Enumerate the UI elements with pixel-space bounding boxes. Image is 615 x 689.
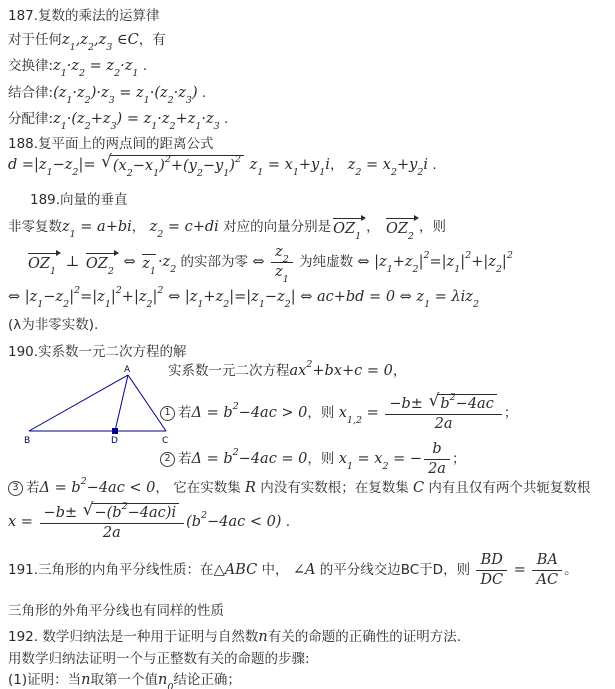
math-run: △ABC: [213, 562, 258, 579]
sec192-steps-intro: [8, 651, 310, 668]
math-run: 2a: [102, 524, 121, 541]
math-run: x =: [8, 514, 38, 531]
math-run: $OZ_1$: [333, 221, 362, 242]
math-run: $OZ_2$: [385, 221, 414, 242]
text-run: ；: [503, 404, 518, 421]
text-run: .: [219, 110, 229, 127]
math-run: $\Delta = b^2-4ac = 0$: [191, 447, 308, 468]
text-run: ，: [392, 362, 407, 379]
text-run: ，: [131, 218, 150, 235]
label-A: A: [124, 365, 131, 375]
text-run: ，则: [307, 450, 339, 467]
sec190-case2: [160, 441, 465, 477]
text-run: 若: [178, 450, 192, 467]
math-run: $n_0$: [157, 672, 174, 689]
fraction: [40, 499, 185, 541]
text-run: 187.复数的乘法的运算律: [8, 8, 160, 24]
math-run: $z_1 = x_1+y_1i$: [245, 157, 330, 178]
text-run: ；: [451, 450, 466, 467]
text-run: 分配律:: [8, 110, 54, 127]
label-C: C: [162, 436, 169, 446]
sec187-commutative: [8, 57, 147, 79]
text-run: .: [138, 57, 147, 74]
circled-number: 2: [160, 452, 175, 467]
text-run: (λ为非零实数).: [8, 317, 99, 333]
math-run: $x_{1,2}$ =: [338, 405, 384, 426]
math-run: =: [509, 562, 531, 579]
math-run: $d =|z_1-z_2|=$: [8, 157, 101, 178]
math-run: ∠A: [292, 562, 316, 579]
text-run: 交换律:: [8, 57, 54, 74]
math-run: AC: [536, 571, 559, 588]
sec190-title: [8, 344, 187, 361]
text-run: 若: [26, 479, 40, 496]
math-run: $b^2-4ac$: [440, 392, 494, 412]
math-run: ⇔: [252, 254, 270, 271]
sec187-associative: [8, 84, 207, 106]
math-run: C: [413, 480, 425, 496]
text-run: 结合律:: [8, 84, 54, 101]
math-run: $z_1$: [142, 255, 156, 277]
math-run: $(z_1\cdot z_2)\cdot z_3 = z_1\cdot(z_2\cdot z_3)$: [53, 85, 198, 106]
text-run: 若: [178, 404, 192, 421]
text-run: 对于任何: [8, 31, 62, 48]
math-run: DC: [480, 571, 504, 588]
math-run: $z_1\cdot(z_2+z_3) = z_1\cdot z_2+z_1\cdot z_3$: [53, 111, 220, 132]
fraction-numerator: [271, 244, 293, 263]
radicand: [110, 154, 244, 179]
sec189-setup: [8, 216, 446, 242]
text-run: ，则: [418, 218, 446, 235]
math-run: $(x_2-x_1)^2+(y_2-y_1)^2$: [112, 154, 242, 179]
math-run: BA: [536, 552, 558, 568]
text-run: 对应的向量分别是: [218, 218, 332, 235]
math-run: n: [258, 629, 268, 645]
math-run: $\Delta = b^2-4ac < 0$: [39, 476, 156, 496]
sec190-complex-roots: [8, 499, 291, 541]
label-D: D: [111, 436, 118, 446]
math-run: ⇔ $|z_1+z_2|^2=|z_1|^2+|z_2|^2$: [357, 250, 513, 275]
text-run: 188.复平面上的两点间的距离公式: [8, 136, 214, 152]
vector-arrow-icon: [384, 216, 419, 242]
fraction: [476, 552, 507, 588]
circled-number: 3: [8, 481, 23, 496]
math-run: $(b^2-4ac < 0)$: [186, 510, 282, 531]
math-run: $ax^2+bx+c = 0$: [289, 359, 393, 379]
math-run: $z_2$: [275, 244, 289, 265]
text-run: 有关的命题的正确性的证明方法.: [267, 628, 461, 645]
text-run: 189.向量的垂直: [30, 192, 128, 208]
text-run: .: [197, 84, 207, 101]
radical-icon: √: [428, 390, 440, 410]
sec190-equation-intro: [168, 359, 407, 380]
square-root: [428, 390, 497, 413]
radicand: [437, 394, 496, 413]
vector-arrow-icon: [26, 251, 61, 277]
text-run: 用数学归纳法证明一个与正整数有关的命题的步骤:: [8, 651, 310, 667]
text-run: 的实部为零: [176, 253, 253, 270]
fraction-denominator: [271, 263, 293, 285]
fraction: [424, 441, 450, 477]
text-run: 实系数一元二次方程: [168, 362, 290, 379]
text-run: 非零复数: [8, 218, 62, 235]
text-run: ， 它在实数集: [155, 479, 245, 496]
math-run: 2a: [434, 415, 453, 432]
text-run: 中，: [257, 561, 293, 578]
text-run: 三角形的外角平分线也有同样的性质: [8, 603, 224, 619]
sec187-title: [8, 8, 160, 25]
math-run: ⇔: [118, 254, 141, 271]
point-D-dot: [112, 428, 118, 434]
fraction-numerator: [424, 441, 450, 460]
math-run: BD: [480, 552, 503, 568]
math-run: −b±: [43, 505, 82, 521]
sec189-equivalence-2: [8, 285, 479, 310]
text-run: 结论正确；: [173, 671, 241, 688]
sec190-case3: [8, 476, 591, 497]
math-run: ⊥: [61, 254, 84, 271]
fraction: [385, 390, 501, 432]
text-run: 内有且仅有两个共轭复数根: [424, 479, 591, 496]
text-run: ，则: [307, 404, 339, 421]
vector-arrow-icon: [331, 216, 366, 242]
conjugate-overline: [140, 252, 158, 277]
label-B: B: [24, 436, 31, 446]
sec189-equivalence-1: [26, 244, 513, 285]
text-run: 。: [564, 561, 578, 578]
math-run: b: [432, 441, 442, 457]
math-run: $z_1 = a+bi$: [62, 219, 132, 240]
bisector-AD: [115, 375, 128, 431]
math-run: $z_2 = x_2+y_2i$: [347, 157, 429, 178]
triangle-side-BA: [29, 375, 128, 431]
sec191-external-note: [8, 603, 224, 620]
text-run: 取第一个值: [90, 671, 158, 688]
fraction-numerator: [40, 499, 185, 524]
math-run: $\cdot z_2$: [157, 254, 177, 275]
text-run: .: [428, 156, 437, 173]
math-run: $z_1,z_2,z_3$ ∈C: [62, 32, 139, 53]
square-root: [82, 499, 179, 522]
sec192-induction-intro: [8, 628, 461, 646]
math-run: 2a: [428, 460, 446, 477]
text-run: (1)证明：当: [8, 671, 82, 688]
math-run: $-(b^2-4ac)i$: [94, 501, 177, 521]
fraction-denominator: [40, 524, 185, 542]
sec187-forall: [8, 31, 166, 53]
math-run: n: [81, 672, 91, 688]
sec188-distance-formula: [8, 151, 437, 179]
math-run: R: [245, 480, 256, 496]
math-run: ⇔ $|z_1-z_2|^2=|z_1|^2+|z_2|^2$ ⇔ $|z_1+z_2|=|z_1-z_2|$ ⇔ ac+bd = 0 ⇔ $z_1 = \lambda iz_2$: [8, 285, 479, 310]
triangle-figure: [18, 363, 180, 449]
fraction: [271, 244, 293, 285]
vector-arrow-icon: [84, 251, 119, 277]
sec187-distributive: [8, 110, 229, 132]
text-run: 190.实系数一元二次方程的解: [8, 344, 187, 360]
math-run: −b±: [389, 396, 428, 412]
text-run: ，有: [138, 31, 166, 48]
sec190-case1: [160, 390, 518, 432]
fraction: [532, 552, 562, 588]
radical-icon: √: [82, 499, 94, 519]
sec191-bisector-property: [8, 552, 578, 588]
text-run: ，: [366, 218, 384, 235]
math-run: $OZ_1$: [28, 256, 57, 277]
math-run: $OZ_2$: [85, 256, 114, 277]
math-run: $z_1$: [275, 263, 289, 285]
text-run: 192. 数学归纳法是一种用于证明与自然数: [8, 628, 259, 645]
text-run: 的平分线交边BC于D，则: [315, 561, 475, 578]
fraction-denominator: [532, 571, 562, 589]
radical-icon: √: [101, 151, 112, 171]
fraction-denominator: [476, 571, 507, 589]
text-run: ，: [329, 156, 348, 173]
sec189-title: [30, 192, 128, 209]
math-run: $z_1\cdot z_2 = z_2\cdot z_1$: [53, 58, 139, 79]
fraction-denominator: [385, 415, 501, 433]
fraction-numerator: [385, 390, 501, 415]
fraction-numerator: [476, 552, 507, 571]
math-run: $z_2 = c+di$: [149, 219, 219, 240]
text-run: 191.三角形的内角平分线性质：在: [8, 561, 214, 578]
radicand: [92, 503, 180, 522]
sec189-lambda-note: [8, 317, 98, 334]
text-run: 为纯虚数: [294, 253, 358, 270]
fraction-denominator: [424, 460, 450, 478]
text-run: 内没有实数根；在复数集: [255, 479, 414, 496]
sec192-step1: [8, 671, 241, 689]
math-run: $x_1 = x_2$ = −: [338, 451, 423, 472]
math-run: $\Delta = b^2-4ac > 0$: [191, 401, 308, 422]
fraction-numerator: [532, 552, 562, 571]
square-root: [101, 151, 244, 179]
circled-number: 1: [160, 406, 175, 421]
text-run: .: [281, 513, 291, 530]
